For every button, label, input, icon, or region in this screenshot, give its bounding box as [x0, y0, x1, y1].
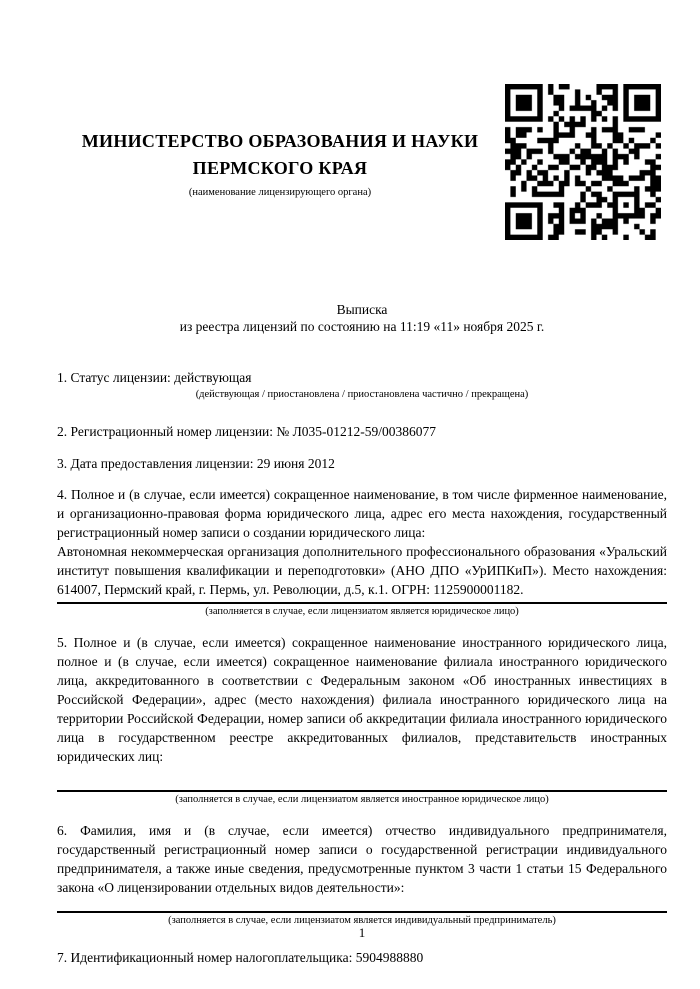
- item-text: 7. Идентификационный номер налогоплательщика: 5904988880: [57, 950, 424, 965]
- item-individual-entrepreneur: [57, 821, 667, 928]
- item-caption: (действующая / приостановлена / приостановлена частично / прекращена): [195, 389, 529, 400]
- item-text: 5. Полное и (в случае, если имеется) сокращенное наименование иностранного юридического лица, полное и (в случае, если имеется) сокращенное наименование филиала иностранного юридического лица, аккредитованного в соответствии с Федеральным законом «Об иностранных инвестициях в Российской Федерации», адрес (место нахождения) филиала иностранного юридического лица на территории Российской Федерации, номер записи об аккредитации филиала иностранного юридического лица в государственном реестре аккредитованных филиалов, представительств иностранных юридических лиц:: [57, 635, 667, 764]
- item-text: 3. Дата предоставления лицензии: 29 июня 2012: [57, 456, 335, 471]
- item-legal-entity: [57, 485, 667, 619]
- item-registration-number: [57, 422, 667, 441]
- item-caption: (заполняется в случае, если лицензиатом является индивидуальный предприниматель): [168, 915, 556, 926]
- authority-caption: (наименование лицензирующего органа): [188, 187, 372, 198]
- item-license-status: [57, 368, 667, 402]
- item-caption: (заполняется в случае, если лицензиатом является юридическое лицо): [205, 606, 519, 617]
- page-number: 1: [358, 925, 366, 940]
- item-foreign-entity: [57, 633, 667, 807]
- ministry-name-line1: МИНИСТЕРСТВО ОБРАЗОВАНИЯ И НАУКИ: [81, 131, 479, 151]
- item-text: 6. Фамилия, имя и (в случае, если имеется) отчество индивидуального предпринимателя, государственный регистрационный номер записи о государственной регистрации индивидуального предпринимателя, а также иные сведения, предусмотренные пунктом 3 части 1 статьи 15 Федерального закона «О лицензировании отдельных видов деятельности»:: [57, 823, 667, 895]
- item-value: Автономная некоммерческая организация дополнительного профессионального образования «Уральский институт повышения квалификации и переподготовки» (АНО ДПО «УрИПКиП»). Место нахождения: 614007, Пермский край, г. Пермь, ул. Революции, д.5, к.1. ОГРН: 1125900001182.: [57, 544, 667, 597]
- licensing-authority-header: [57, 128, 503, 200]
- qr-code-icon: [505, 84, 661, 240]
- item-text: 2. Регистрационный номер лицензии: № Л035-01212-59/00386077: [57, 424, 437, 439]
- document-body: [57, 301, 667, 967]
- item-text: 1. Статус лицензии: действующая: [57, 370, 252, 385]
- item-taxpayer-number: [57, 948, 667, 967]
- ministry-name-line2: ПЕРМСКОГО КРАЯ: [192, 158, 368, 178]
- item-text: 4. Полное и (в случае, если имеется) сокращенное наименование, в том числе фирменное наименование, и организационно-правовая форма юридического лица, адрес его места нахождения, государственный регистрационный номер записи о создании юридического лица:: [57, 487, 667, 540]
- item-caption: (заполняется в случае, если лицензиатом является иностранное юридическое лицо): [175, 794, 549, 805]
- title-line1: Выписка: [336, 302, 388, 317]
- document-title: [57, 301, 667, 335]
- title-line2: из реестра лицензий по состоянию на 11:19 «11» ноября 2025 г.: [179, 319, 545, 334]
- item-license-date: [57, 454, 667, 473]
